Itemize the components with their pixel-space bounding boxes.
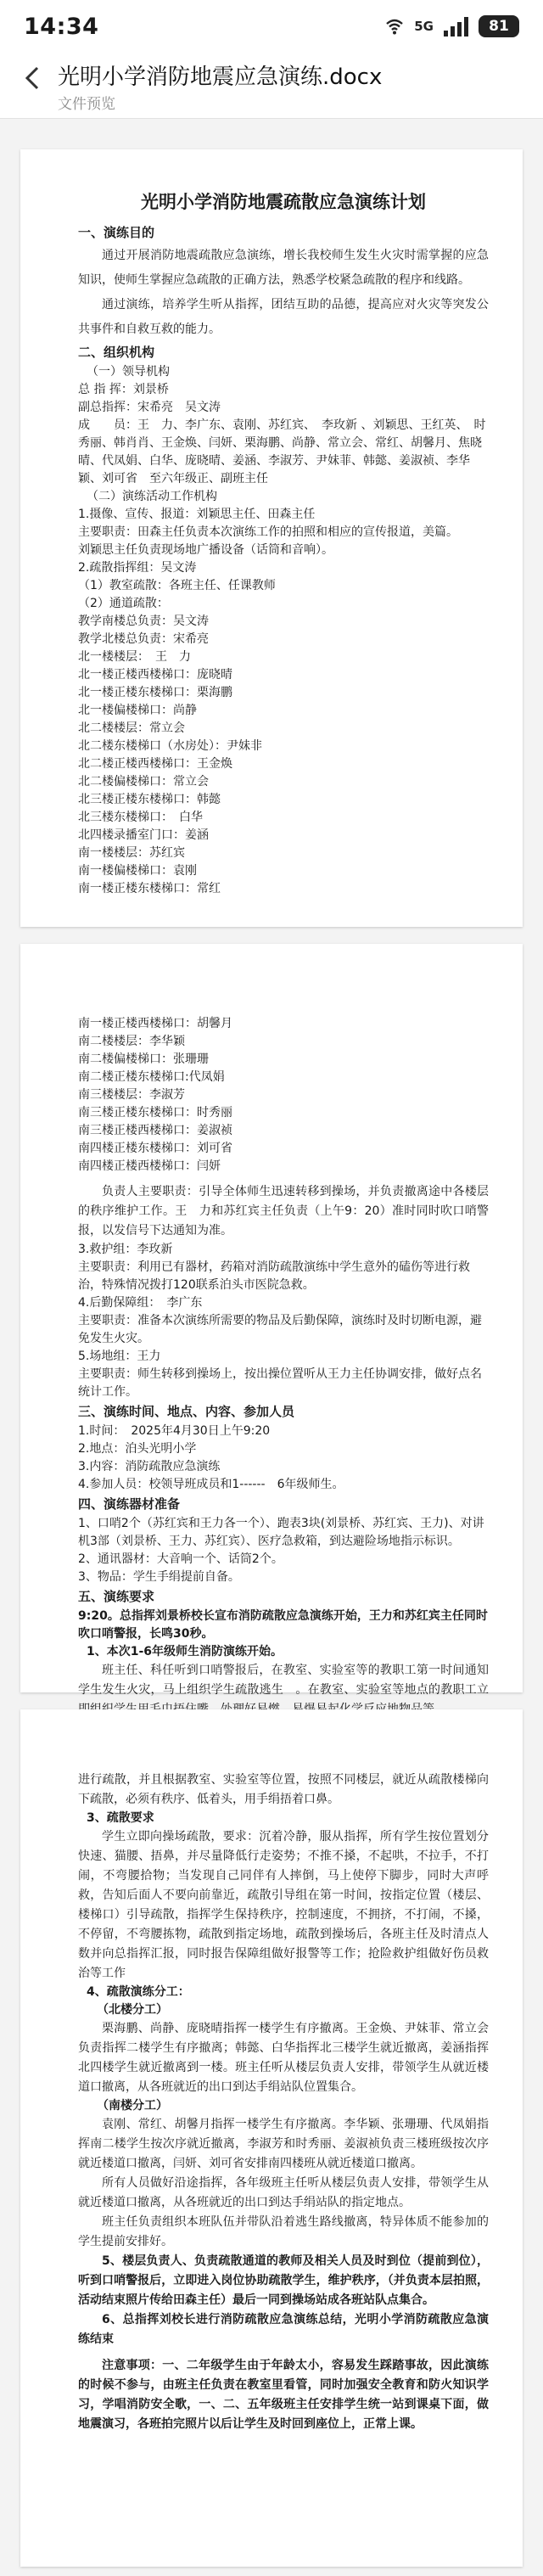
text-line: 北三楼东楼梯口： 白华 — [78, 811, 203, 824]
text-line: 南四楼正楼西楼梯口：闫妍 — [78, 1159, 221, 1173]
text-line: 成 员：王 力、李广东、袁刚、苏红宾、 李玫新 、刘颖思、王红英、 时秀丽、韩肖肖、王金焕、闫妍、栗海鹏、尚静、常立会、常红、胡馨月、焦晓晴、代凤娟、白华、庞晓晴、姜涵、李淑芳、尹妹菲、韩懿、姜淑祯、李华颖、刘可省 至六年级正、副班主任 — [78, 418, 486, 485]
text-line: 北一楼偏楼梯口：尚静 — [78, 704, 197, 717]
heading: 四、演练器材准备 — [78, 1496, 181, 1512]
text-line: 南一楼正楼西楼梯口：胡馨月 — [78, 1017, 232, 1030]
document-page-2 — [20, 944, 523, 1697]
text-line: 南四楼正楼东楼梯口：刘可省 — [78, 1142, 232, 1155]
text-line: 主要职责：师生转移到操场上，按出操位置听从王力主任协调安排，做好点名统计工作。 — [78, 1367, 482, 1399]
paragraph: 5、楼层负责人、负责疏散通道的教师及相关人员及时到位（提前到位），听到口哨警报后，立即进入岗位协助疏散学生，维护秩序，（并负责本层拍照，活动结束照片传给田森主任）最后一同到操场站成各班站队点集合。 — [78, 2254, 489, 2307]
text-line: 9:20。总指挥刘景桥校长宣布消防疏散应急演练开始，王力和苏红宾主任同时吹口哨警报，长鸣30秒。 — [78, 1609, 488, 1641]
paragraph: 注意事项：一、二年级学生由于年龄太小，容易发生踩踏事故，因此演练的时候不参与，由班主任负责在教室里看管，同时加强安全教育和防火知识学习，学唱消防安全歌，一、二、五年级班主任安排学生统一站到课桌下面，做地震演习，各班拍完照片以后让学生及时回到座位上，正常上课。 — [78, 2359, 489, 2431]
text-line: 北四楼录播室门口：姜涵 — [78, 828, 209, 842]
text-line: 南一楼偏楼梯口：袁刚 — [78, 864, 197, 878]
text-line: （一）领导机构 — [87, 365, 170, 379]
wifi-icon — [385, 17, 404, 36]
text-line: 4.后勤保障组： 李广东 — [78, 1296, 203, 1310]
text-line: 南三楼楼层：李淑芳 — [78, 1088, 185, 1102]
file-subtitle: 文件预览 — [58, 96, 115, 113]
text-line: 1、口哨2个（苏红宾和王力各一个）、跑表3块(刘景桥、苏红宾、王力)、对讲机3部（刘景桥、王力、苏红宾）、医疗急救箱，到达避险场地指示标识。 — [78, 1517, 484, 1548]
text-line: 主要职责：利用已有器材，药箱对消防疏散演练中学生意外的磕伤等进行救治，特殊情况拨打120联系泊头市医院急救。 — [78, 1260, 470, 1292]
network-type: 5G — [414, 19, 434, 34]
text-line: 刘颖思主任负责现场地广播设备（话筒和音响）。 — [78, 543, 333, 557]
text-line: （北楼分工） — [97, 2003, 168, 2017]
text-line: 北一楼正楼东楼梯口：栗海鹏 — [78, 686, 232, 699]
battery-icon — [479, 15, 519, 37]
file-title: 光明小学消防地震应急演练.docx — [58, 65, 383, 90]
text-line: 副总指挥：宋希亮 吴文涛 — [78, 401, 221, 414]
text-line: 北一楼正楼西楼梯口：庞晓晴 — [78, 668, 232, 682]
paragraph: 6、总指挥刘校长进行消防疏散应急演练总结，光明小学消防疏散应急演练结束 — [78, 2313, 489, 2346]
document-page-3 — [20, 1709, 523, 2567]
paragraph: 栗海鹏、尚静、庞晓晴指挥一楼学生有序撤离。王金焕、尹妹菲、常立会负责指挥二楼学生有序撤离；韩懿、白华指挥北三楼学生就近撤离，姜涵指挥北四楼学生就近撤离到一楼。班主任听从楼层负责人安排，带领学生从就近楼道口撤离，从各班就近的出口到达手绢站队位置集合。 — [78, 2022, 489, 2094]
paragraph: 通过开展消防地震疏散应急演练，增长我校师生发生火灾时需掌握的应急知识，使师生掌握应急疏散的正确方法，熟悉学校紧急疏散的程序和线路。 — [78, 249, 489, 287]
text-line: 教学北楼总负责：宋希亮 — [78, 632, 209, 646]
back-button[interactable] — [15, 61, 49, 95]
text-line: 3.救护组：李玫新 — [78, 1243, 173, 1256]
text-line: 北二楼东楼梯口（水房处）：尹妹非 — [78, 739, 262, 753]
text-line: 1.摄像、宣传、报道：刘颖思主任、田森主任 — [78, 508, 316, 521]
text-line: 南二楼偏楼梯口：张珊珊 — [78, 1052, 209, 1066]
text-line: 4、疏散演练分工： — [87, 1985, 190, 1999]
text-line: 南三楼正楼东楼梯口：时秀丽 — [78, 1106, 232, 1120]
paragraph: 负责人主要职责：引导全体师生迅速转移到操场，并负责撤离途中各楼层的秩序维护工作。王 力和苏红宾主任负责（上午9：20）准时同时吹口哨警报，以发信号下达通知为准。 — [78, 1185, 489, 1237]
text-line: （二）演练活动工作机构 — [87, 490, 217, 503]
text-line: （南楼分工） — [97, 2099, 168, 2113]
paragraph: 班主任负责组织本班队伍并带队沿着逃生路线撤离，特异体质不能参加的学生提前安排好。 — [78, 2215, 489, 2248]
text-line: 北一楼楼层： 王 力 — [78, 650, 191, 664]
text-line: 教学南楼总负责：吴文涛 — [78, 615, 209, 628]
heading: 一、演练目的 — [78, 225, 155, 240]
heading: 五、演练要求 — [78, 1589, 155, 1604]
paragraph: 所有人员做好沿途指挥，各年级班主任听从楼层负责人安排，带领学生从就近楼道口撤离，从各班就近的出口到达手绢站队的指定地点。 — [78, 2176, 489, 2209]
text-line: 主要职责：田森主任负责本次演练工作的拍照和相应的宣传报道，美篇。 — [78, 525, 458, 539]
paragraph: 通过演练，培养学生听从指挥，团结互助的品德，提高应对火灾等突发公共事件和自救互救的能力。 — [78, 298, 489, 336]
text-line: 主要职责：准备本次演练所需要的物品及后勤保障，演练时及时切断电源，避免发生火灾。 — [78, 1314, 482, 1345]
clock: 14:34 — [24, 13, 99, 40]
text-line: （1）教室疏散：各班主任、任课教师 — [78, 579, 276, 592]
text-line: （2）通道疏散： — [78, 597, 169, 610]
chevron-left-icon — [24, 65, 41, 91]
text-line: 1.时间： 2025年4月30日上午9:20 — [78, 1424, 271, 1438]
text-line: 北三楼正楼东楼梯口：韩懿 — [78, 793, 221, 806]
text-line: 南一楼正楼东楼梯口：常红 — [78, 882, 221, 895]
paragraph: 袁刚、常红、胡馨月指挥一楼学生有序撤离。李华颖、张珊珊、代凤娟指挥南二楼学生按次序就近撤离，李淑芳和时秀丽、姜淑祯负责三楼班级按次序就近楼道口撤离，闫妍、刘可省安排南四楼班从就近楼道口撤离。 — [78, 2118, 489, 2170]
text-line: 总 指 挥：刘景桥 — [78, 383, 169, 396]
text-line: 2、通讯器材：大音响一个、话筒2个。 — [78, 1552, 283, 1566]
battery-level: 81 — [489, 18, 509, 35]
app-header — [0, 53, 543, 119]
text-line: 1、本次1-6年级师生消防演练开始。 — [87, 1645, 283, 1658]
document-title: 光明小学消防地震疏散应急演练计划 — [141, 192, 426, 212]
text-line: 北二楼正楼西楼梯口：王金焕 — [78, 757, 232, 771]
text-line: 南一楼楼层：苏红宾 — [78, 846, 185, 860]
paragraph: 学生立即向操场疏散，要求：沉着冷静，服从指挥，所有学生按位置划分快速、猫腰、捂鼻，并尽量降低行走姿势；不推不搡，不起哄，不拉手，不打闹，不弯腰拾物；当发现自己同伴有人摔倒，马上使停下脚步，同时大声呼救，告知后面人不要向前靠近，疏散引导组在第一时间，按指定位置（楼层、楼梯口）引导疏散，指挥学生保持秩序，控制速度，不拥挤，不打闹，不搡，不停留，不弯腰拣物，疏散到指定场地，疏散到操场后，各班主任及时清点人数并向总指挥汇报，同时报告保障组做好报警等工作；抢险救护组做好伤员救治等工作 — [78, 1830, 489, 1980]
heading: 三、演练时间、地点、内容、参加人员 — [78, 1404, 295, 1419]
text-line: 3.内容：消防疏散应急演练 — [78, 1460, 221, 1473]
status-icons — [385, 15, 519, 37]
paragraph: 班主任、科任听到口哨警报后，在教室、实验室等的教职工第一时间通知学生发生火灾，马上组织学生疏散逃生 。在教室、实验室等地点的教职工立 — [78, 1664, 489, 1697]
text-line: 2.疏散指挥组：吴文涛 — [78, 561, 197, 575]
text-line: 5.场地组：王力 — [78, 1350, 161, 1363]
text-line: 北二楼楼层：常立会 — [78, 721, 185, 735]
paragraph: 进行疏散，并且根据教室、实验室等位置，按照不同楼层，就近从疏散楼梯向下疏散，必须有秩序、低着头，用手绢捂着口鼻。 — [78, 1773, 489, 1806]
text-line: 4.参加人员：校领导班成员和1------ 6年级师生。 — [78, 1478, 344, 1491]
text-line: 南二楼楼层：李华颖 — [78, 1035, 185, 1048]
text-line: 南二楼正楼东楼梯口:代凤娟 — [78, 1070, 225, 1084]
text-line: 北二楼偏楼梯口：常立会 — [78, 775, 209, 789]
signal-icon — [444, 16, 468, 36]
document-page-1 — [20, 149, 523, 927]
text-line: 南三楼正楼西楼梯口：姜淑祯 — [78, 1124, 232, 1137]
text-line: 2.地点：泊头光明小学 — [78, 1442, 197, 1456]
text-line: 3、物品：学生手绢提前自备。 — [78, 1570, 240, 1584]
status-bar — [0, 0, 543, 53]
text-line: 3、疏散要求 — [87, 1811, 154, 1825]
heading: 二、组织机构 — [78, 345, 155, 360]
